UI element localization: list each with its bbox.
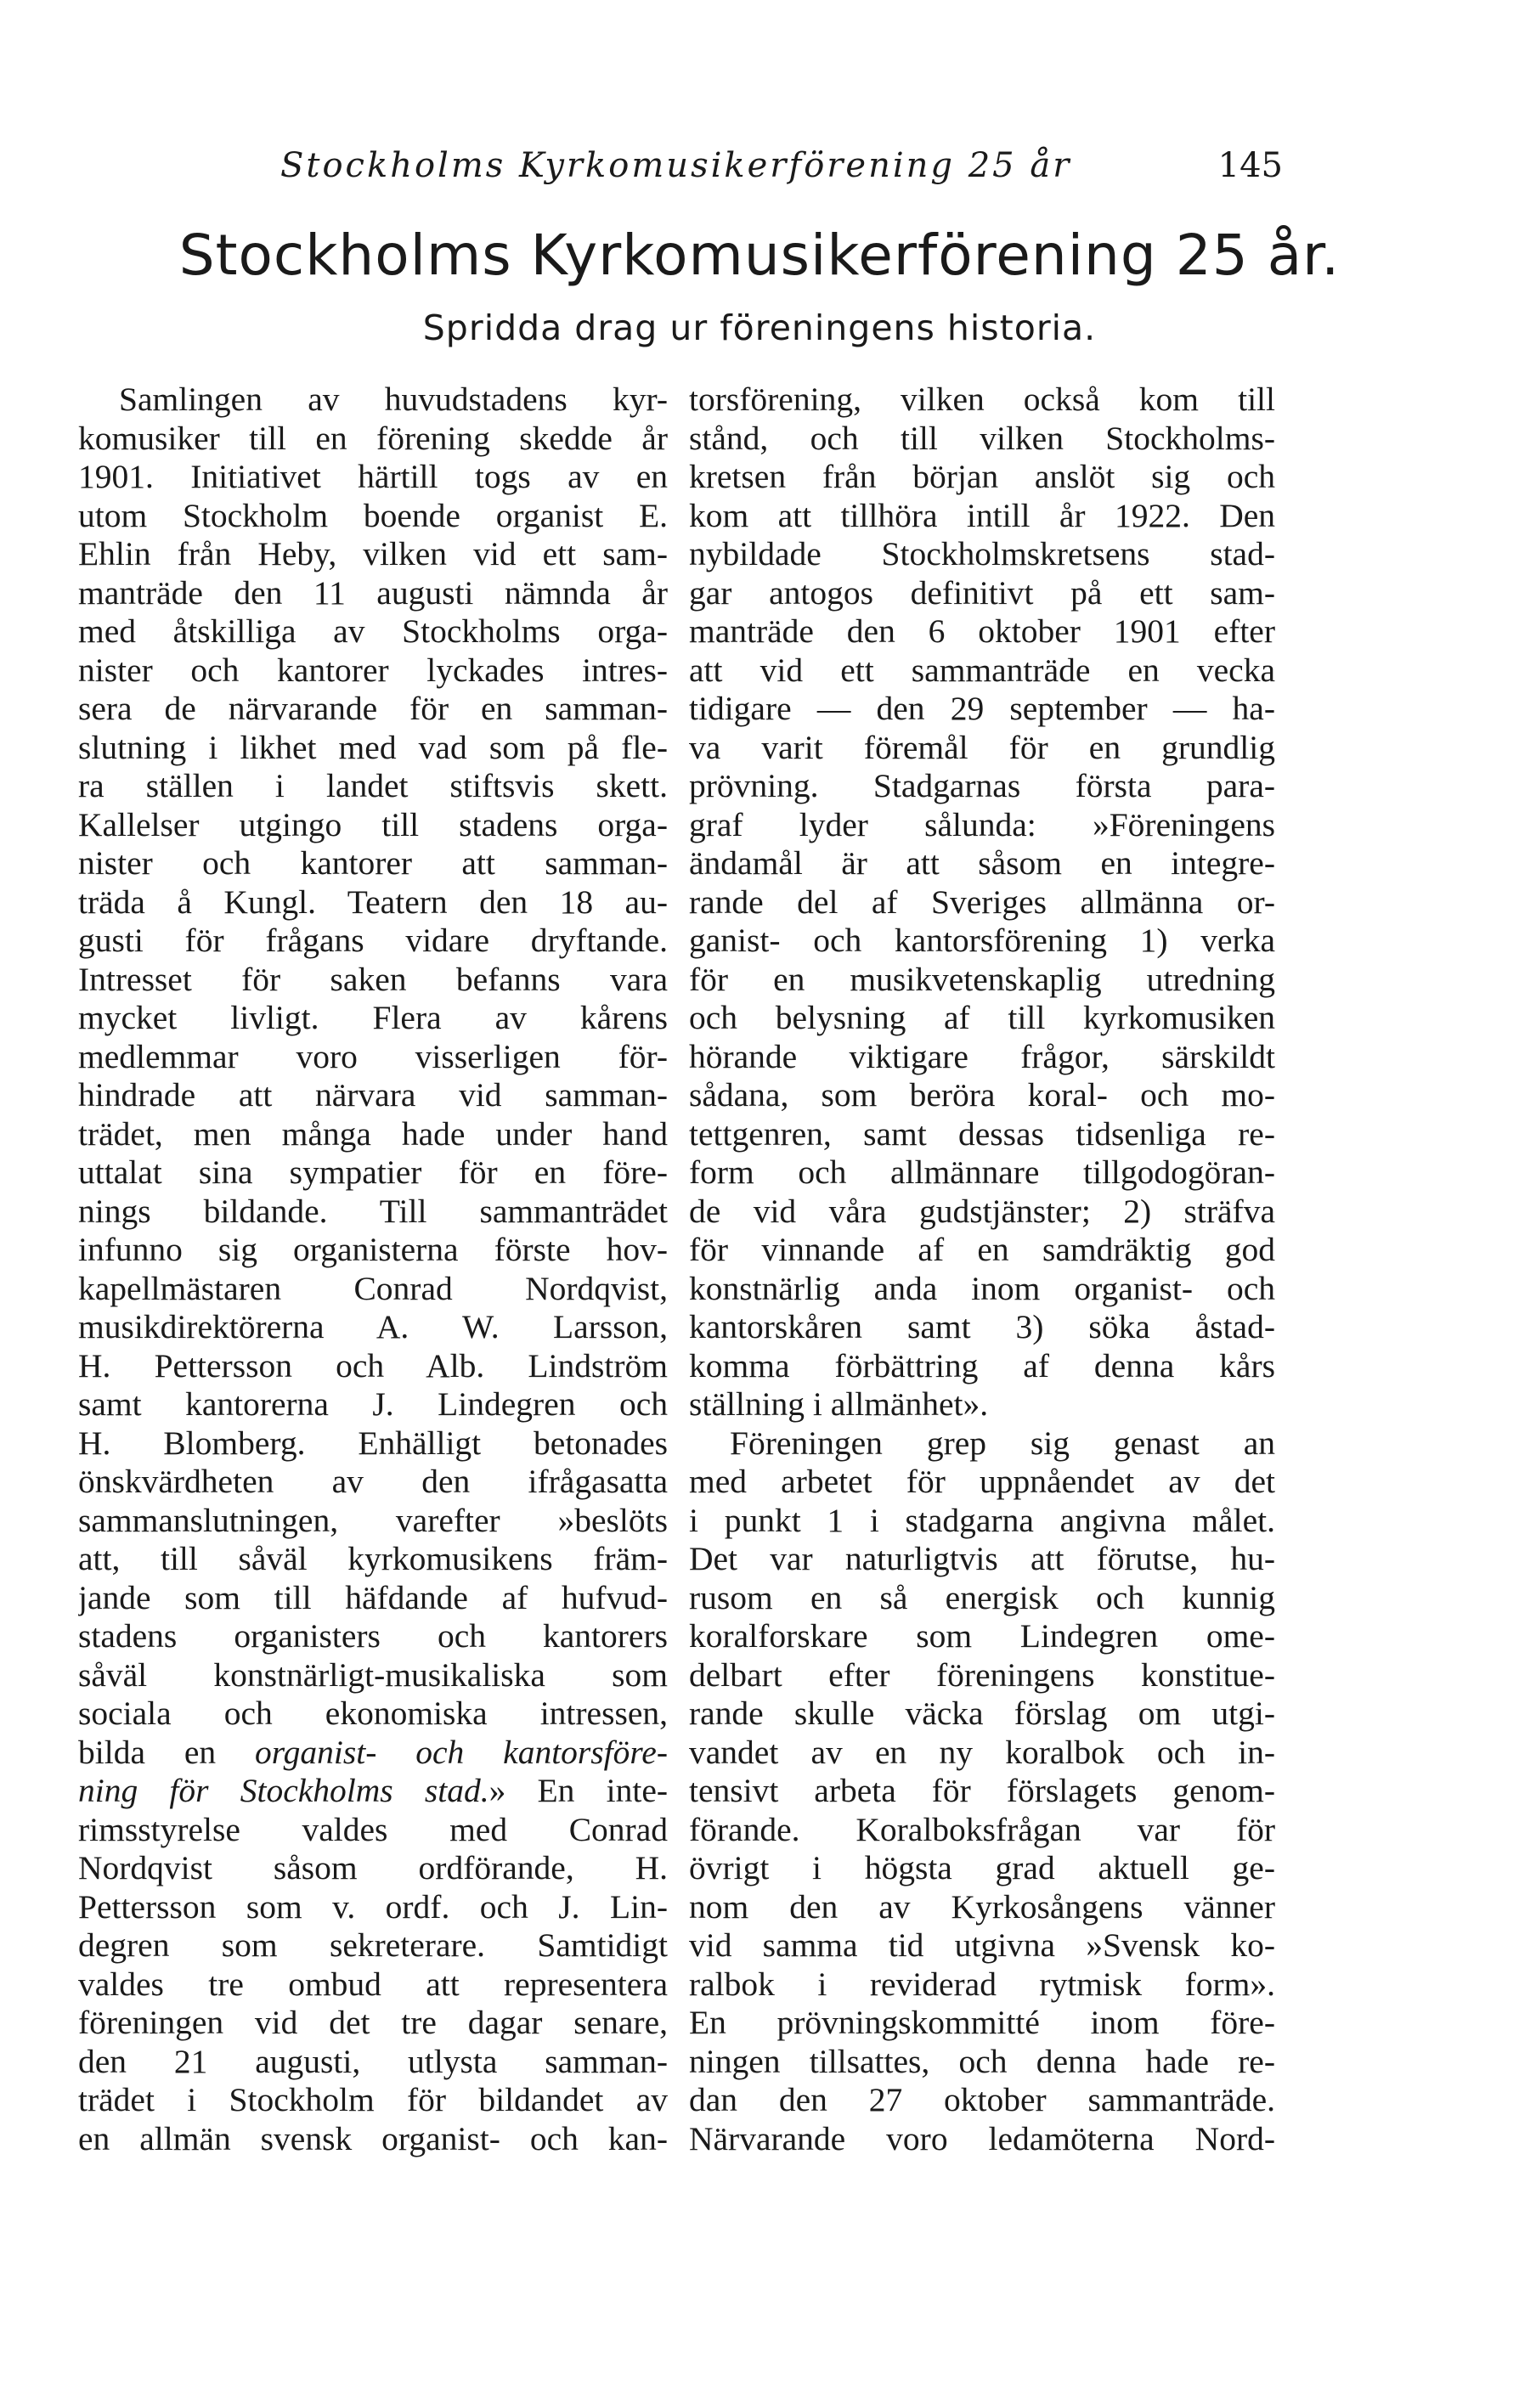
- text-column-left: [78, 381, 668, 2158]
- text-line: förande. Koralboksfrågan var för: [689, 1810, 1275, 1848]
- text-line: valdes tre ombud att representera: [78, 1965, 668, 2003]
- italic-text-run: ning för Stockholms stad.: [78, 1772, 489, 1809]
- text-line: tensivt arbeta för förslagets genom-: [689, 1772, 1275, 1809]
- text-line: vid samma tid utgivna »Svensk ko-: [689, 1926, 1275, 1964]
- text-line: samt kantorerna J. Lindegren och: [78, 1385, 668, 1423]
- text-line: rusom en så energisk och kunnig: [689, 1578, 1275, 1616]
- text-line: rande del af Sveriges allmänna or-: [689, 883, 1275, 921]
- text-line: gar antogos definitivt på ett sam-: [689, 573, 1275, 612]
- text-run: bilda en: [78, 1733, 256, 1771]
- text-line: såväl konstnärligt-musikaliska som: [78, 1655, 668, 1694]
- text-line: kretsen från början anslöt sig och: [689, 458, 1275, 495]
- text-line: att, till såväl kyrkomusikens främ-: [78, 1540, 668, 1577]
- text-line: Närvarande voro ledamöterna Nord-: [689, 2119, 1275, 2157]
- text-run: » En inte-: [488, 1772, 668, 1809]
- text-line: ra ställen i landet stiftsvis skett.: [78, 767, 668, 804]
- text-line: för vinnande af en samdräktig god: [689, 1231, 1275, 1268]
- text-line: En prövningskommitté inom före-: [689, 2004, 1275, 2041]
- text-line: tettgenren, samt dessas tidsenliga re-: [689, 1114, 1275, 1153]
- text-line: komusiker till en förening skedde år: [78, 419, 668, 457]
- text-line: infunno sig organisterna förste hov-: [78, 1231, 668, 1268]
- text-line: hindrade att närvara vid samman-: [78, 1076, 668, 1114]
- text-line: H. Pettersson och Alb. Lindström: [78, 1346, 668, 1384]
- text-line: koralforskare som Lindegren ome-: [689, 1617, 1275, 1655]
- text-line: ändamål är att såsom en integre-: [689, 844, 1275, 882]
- text-line: nister och kantorer att samman-: [78, 844, 668, 882]
- text-line: sådana, som beröra koral- och mo-: [689, 1076, 1275, 1114]
- text-line: rimsstyrelse valdes med Conrad: [78, 1810, 668, 1848]
- text-column-right: [689, 381, 1275, 2158]
- text-line: med arbetet för uppnåendet av det: [689, 1463, 1275, 1500]
- text-line: Det var naturligtvis att förutse, hu-: [689, 1540, 1275, 1577]
- text-line: konstnärlig anda inom organist- och: [689, 1269, 1275, 1307]
- text-line: manträde den 6 oktober 1901 efter: [689, 612, 1275, 650]
- text-line: prövning. Stadgarnas första para-: [689, 767, 1275, 804]
- text-line: nister och kantorer lyckades intres-: [78, 651, 668, 689]
- text-line: Kallelser utgingo till stadens orga-: [78, 805, 668, 843]
- text-line: musikdirektörerna A. W. Larsson,: [78, 1308, 668, 1345]
- text-line: träda å Kungl. Teatern den 18 au-: [78, 883, 668, 921]
- text-line: övrigt i högsta grad aktuell ge-: [689, 1849, 1275, 1886]
- text-line: stadens organisters och kantorers: [78, 1617, 668, 1655]
- text-line: kom att tillhöra intill år 1922. Den: [689, 496, 1275, 534]
- running-head: [280, 146, 1283, 200]
- text-line: en allmän svensk organist- och kan-: [78, 2119, 668, 2157]
- text-line: stånd, och till vilken Stockholms-: [689, 419, 1275, 457]
- text-line: den 21 augusti, utlysta samman-: [78, 2042, 668, 2080]
- text-line: H. Blomberg. Enhälligt betonades: [78, 1424, 668, 1462]
- page-number: 145: [1217, 146, 1283, 185]
- text-line: trädet i Stockholm för bildandet av: [78, 2081, 668, 2118]
- text-line: delbart efter föreningens konstitue-: [689, 1655, 1275, 1694]
- running-head-title: Stockholms Kyrkomusikerförening 25 år: [280, 146, 1072, 185]
- text-line: nom den av Kyrkosångens vänner: [689, 1887, 1275, 1926]
- text-line: [78, 1772, 668, 1811]
- italic-text-run: organist- och kantorsföre-: [255, 1733, 668, 1771]
- article-subtitle: Spridda drag ur föreningens historia.: [422, 307, 1097, 348]
- text-line: att vid ett sammanträde en vecka: [689, 651, 1275, 689]
- text-line: hörande viktigare frågor, särskildt: [689, 1037, 1275, 1075]
- text-line: och belysning af till kyrkomusiken: [689, 999, 1275, 1036]
- article-title: Stockholms Kyrkomusikerförening 25 år.: [178, 223, 1341, 288]
- text-line: Intresset för saken befanns vara: [78, 960, 668, 998]
- text-line: dan den 27 oktober sammanträde.: [689, 2081, 1275, 2118]
- text-line: föreningen vid det tre dagar senare,: [78, 2004, 668, 2041]
- text-line: degren som sekreterare. Samtidigt: [78, 1926, 668, 1964]
- text-line: Föreningen grep sig genast an: [730, 1424, 1275, 1462]
- text-line: va varit föremål för en grundlig: [689, 728, 1275, 766]
- text-line: sera de närvarande för en samman-: [78, 690, 668, 727]
- text-line: nings bildande. Till sammanträdet: [78, 1192, 668, 1230]
- text-line: Samlingen av huvudstadens kyr-: [119, 381, 668, 418]
- text-line: [78, 1734, 668, 1773]
- text-line: Nordqvist såsom ordförande, H.: [78, 1849, 668, 1886]
- text-line: uttalat sina sympatier för en före-: [78, 1153, 668, 1191]
- text-line: kantorskåren samt 3) söka åstad-: [689, 1308, 1275, 1345]
- text-line: utom Stockholm boende organist E.: [78, 496, 668, 534]
- text-line: form och allmännare tillgodogöran-: [689, 1153, 1275, 1191]
- text-line: graf lyder sålunda: »Föreningens: [689, 805, 1275, 843]
- text-line: vandet av en ny koralbok och in-: [689, 1733, 1275, 1771]
- text-line: mycket livligt. Flera av kårens: [78, 999, 668, 1036]
- text-line: ställning i allmänhet».: [689, 1385, 989, 1423]
- text-line: 1901. Initiativet härtill togs av en: [78, 458, 668, 495]
- text-line: komma förbättring af denna kårs: [689, 1346, 1275, 1384]
- text-line: rande skulle väcka förslag om utgi-: [689, 1695, 1275, 1732]
- text-line: i punkt 1 i stadgarna angivna målet.: [689, 1501, 1275, 1539]
- text-line: sammanslutningen, varefter »beslöts: [78, 1501, 668, 1539]
- text-line: de vid våra gudstjänster; 2) sträfva: [689, 1192, 1275, 1230]
- text-line: manträde den 11 augusti nämnda år: [78, 573, 668, 612]
- text-line: kapellmästaren Conrad Nordqvist,: [78, 1269, 668, 1307]
- text-line: sociala och ekonomiska intressen,: [78, 1695, 668, 1732]
- text-line: Pettersson som v. ordf. och J. Lin-: [78, 1887, 668, 1926]
- text-line: tidigare — den 29 september — ha-: [689, 690, 1275, 727]
- text-line: ganist- och kantorsförening 1) verka: [689, 922, 1275, 959]
- text-line: medlemmar voro visserligen för-: [78, 1037, 668, 1075]
- text-line: torsförening, vilken också kom till: [689, 381, 1275, 418]
- text-line: för en musikvetenskaplig utredning: [689, 960, 1275, 998]
- text-line: slutning i likhet med vad som på fle-: [78, 728, 668, 766]
- text-line: nybildade Stockholmskretsens stad-: [689, 535, 1275, 572]
- text-line: Ehlin från Heby, vilken vid ett sam-: [78, 535, 668, 572]
- text-line: ningen tillsattes, och denna hade re-: [689, 2042, 1275, 2080]
- text-line: gusti för frågans vidare dryftande.: [78, 922, 668, 959]
- text-line: ralbok i reviderad rytmisk form».: [689, 1965, 1275, 2003]
- text-line: med åtskilliga av Stockholms orga-: [78, 612, 668, 650]
- text-line: jande som till häfdande af hufvud-: [78, 1578, 668, 1616]
- text-line: trädet, men många hade under hand: [78, 1114, 668, 1153]
- text-line: önskvärdheten av den ifrågasatta: [78, 1463, 668, 1500]
